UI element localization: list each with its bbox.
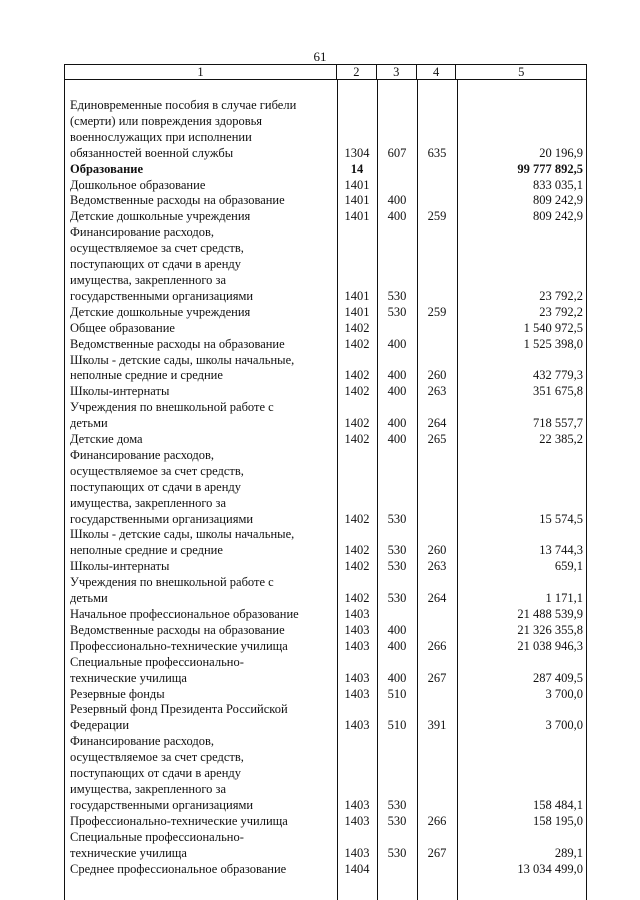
row-amount-cell: 13 744,3 (539, 543, 583, 558)
row-section-code-cell: 1401 (344, 209, 370, 224)
row-amount-cell: 3 700,0 (545, 718, 583, 733)
table-row (64, 337, 587, 353)
table-row (64, 702, 587, 734)
row-name-cell: Школы-интернаты (70, 384, 170, 399)
page-number: 61 (313, 49, 327, 64)
row-amount-cell: 1 525 398,0 (523, 336, 583, 351)
row-amount-cell: 15 574,5 (539, 511, 583, 526)
column-header-row (64, 64, 587, 80)
row-target-code-cell: 530 (387, 288, 407, 303)
row-expense-code-cell: 267 (427, 845, 447, 860)
table-row (64, 687, 587, 703)
row-name-cell: Дошкольное образование (70, 177, 206, 192)
row-name-cell: Школы - детские сады, школы начальные, неполные средние и средние (70, 527, 295, 558)
row-section-code-cell: 1403 (344, 670, 370, 685)
row-section-code-cell: 1401 (344, 193, 370, 208)
row-amount-cell: 289,1 (554, 845, 583, 860)
row-amount-cell: 833 035,1 (533, 177, 583, 192)
table-row (64, 527, 587, 559)
row-target-code-cell: 400 (387, 336, 407, 351)
table-row (64, 305, 587, 321)
row-amount-cell: 23 792,2 (539, 304, 583, 319)
row-target-code-cell: 530 (387, 304, 407, 319)
row-amount-cell: 659,1 (554, 559, 583, 574)
table-row (64, 655, 587, 687)
column-header-1: 1 (65, 65, 337, 79)
table-row (64, 400, 587, 432)
row-section-code-cell: 1403 (344, 686, 370, 701)
row-amount-cell: 158 195,0 (533, 813, 583, 828)
row-amount-cell: 21 488 539,9 (517, 607, 583, 621)
row-target-code-cell: 530 (387, 591, 407, 606)
table-row (64, 225, 587, 305)
column-header-4: 4 (417, 65, 457, 79)
table-row (64, 162, 587, 178)
row-target-code-cell: 530 (387, 511, 407, 526)
row-section-code-cell: 1402 (344, 416, 370, 431)
row-target-code-cell: 400 (387, 670, 407, 685)
table-row (64, 862, 587, 878)
row-name-cell: Резервные фонды (70, 686, 165, 701)
row-name-cell: Финансирование расходов, осуществляемое за счет средств, поступающих от сдачи в аренду имущества, закрепленного за государственными организациями (70, 225, 254, 303)
table-row (64, 623, 587, 639)
row-section-code-cell: 1402 (344, 336, 370, 351)
row-section-code-cell: 1403 (344, 638, 370, 653)
row-section-code-cell: 1403 (344, 718, 370, 733)
row-target-code-cell: 400 (387, 193, 407, 208)
table-row (64, 607, 587, 623)
row-name-cell: Финансирование расходов, осуществляемое за счет средств, поступающих от сдачи в аренду имущества, закрепленного за государственными организациями (70, 734, 254, 812)
row-amount-cell: 21 326 355,8 (517, 622, 583, 637)
row-target-code-cell: 510 (387, 718, 407, 733)
row-target-code-cell: 530 (387, 797, 407, 812)
table-row (64, 559, 587, 575)
row-section-code-cell: 1402 (344, 559, 370, 574)
row-section-code-cell: 1402 (344, 384, 370, 399)
row-target-code-cell: 400 (387, 432, 407, 447)
table-row (64, 734, 587, 814)
row-expense-code-cell: 264 (427, 591, 447, 606)
row-name-cell: Финансирование расходов, осуществляемое за счет средств, поступающих от сдачи в аренду имущества, закрепленного за государственными организациями (70, 447, 254, 526)
row-section-code-cell: 1402 (344, 368, 370, 383)
row-target-code-cell: 530 (387, 845, 407, 860)
row-amount-cell: 287 409,5 (533, 670, 583, 685)
table-row (64, 178, 587, 194)
column-header-2: 2 (337, 65, 377, 79)
row-target-code-cell: 530 (387, 543, 407, 558)
row-name-cell: Ведомственные расходы на образование (70, 336, 285, 351)
table-row (64, 353, 587, 385)
row-amount-cell: 23 792,2 (539, 288, 583, 303)
row-section-code-cell: 1403 (344, 797, 370, 812)
row-name-cell: Учреждения по внешкольной работе с детьми (70, 575, 274, 606)
row-section-code-cell: 1401 (344, 288, 370, 303)
row-section-code-cell: 1304 (344, 145, 370, 160)
row-target-code-cell: 400 (387, 638, 407, 653)
row-target-code-cell: 530 (387, 813, 407, 828)
budget-table (64, 98, 587, 877)
row-name-cell: Начальное профессиональное образование (70, 607, 299, 621)
row-expense-code-cell: 266 (427, 638, 447, 653)
row-section-code-cell: 1402 (344, 511, 370, 526)
table-row (64, 432, 587, 448)
row-section-code-cell: 1403 (344, 607, 370, 621)
row-expense-code-cell: 391 (427, 718, 447, 733)
row-name-cell: Учреждения по внешкольной работе с детьми (70, 400, 274, 431)
row-amount-cell: 21 038 946,3 (517, 638, 583, 653)
row-name-cell: Ведомственные расходы на образование (70, 622, 285, 637)
row-target-code-cell: 400 (387, 416, 407, 431)
row-section-code-cell: 14 (350, 161, 364, 176)
row-name-cell: Школы - детские сады, школы начальные, неполные средние и средние (70, 352, 295, 383)
row-amount-cell: 3 700,0 (545, 686, 583, 701)
row-expense-code-cell: 259 (427, 304, 447, 319)
row-amount-cell: 809 242,9 (533, 209, 583, 224)
row-target-code-cell: 530 (387, 559, 407, 574)
table-row (64, 575, 587, 607)
row-name-cell: Детские дошкольные учреждения (70, 304, 251, 319)
row-amount-cell: 809 242,9 (533, 193, 583, 208)
row-amount-cell: 20 196,9 (539, 145, 583, 160)
row-section-code-cell: 1401 (344, 177, 370, 192)
row-name-cell: Специальные профессионально- технические училища (70, 829, 244, 860)
row-name-cell: Единовременные пособия в случае гибели (смерти) или повреждения здоровья военнослужащих при исполнении обязанностей военной службы (70, 98, 297, 160)
table-row (64, 193, 587, 209)
row-amount-cell: 22 385,2 (539, 432, 583, 447)
table-row (64, 830, 587, 862)
row-name-cell: Детские дошкольные учреждения (70, 209, 251, 224)
row-expense-code-cell: 260 (427, 368, 447, 383)
row-target-code-cell: 400 (387, 622, 407, 637)
row-name-cell: Общее образование (70, 320, 175, 335)
row-amount-cell: 158 484,1 (533, 797, 583, 812)
row-expense-code-cell: 264 (427, 416, 447, 431)
table-row (64, 448, 587, 528)
row-target-code-cell: 607 (387, 145, 407, 160)
row-name-cell: Детские дома (70, 432, 143, 447)
row-amount-cell: 718 557,7 (533, 416, 583, 431)
row-section-code-cell: 1403 (344, 622, 370, 637)
table-row (64, 814, 587, 830)
row-expense-code-cell: 263 (427, 384, 447, 399)
row-expense-code-cell: 260 (427, 543, 447, 558)
row-section-code-cell: 1402 (344, 543, 370, 558)
table-row (64, 384, 587, 400)
row-name-cell: Образование (70, 161, 144, 176)
column-header-3: 3 (377, 65, 417, 79)
row-name-cell: Среднее профессиональное образование (70, 861, 287, 876)
row-target-code-cell: 400 (387, 384, 407, 399)
row-expense-code-cell: 265 (427, 432, 447, 447)
row-section-code-cell: 1402 (344, 591, 370, 606)
row-amount-cell: 432 779,3 (533, 368, 583, 383)
row-expense-code-cell: 635 (427, 145, 447, 160)
row-name-cell: Резервный фонд Президента Российской Федерации (70, 702, 288, 733)
row-name-cell: Специальные профессионально- технические училища (70, 654, 244, 685)
row-target-code-cell: 510 (387, 686, 407, 701)
row-amount-cell: 1 540 972,5 (523, 320, 583, 335)
row-section-code-cell: 1402 (344, 320, 370, 335)
row-amount-cell: 13 034 499,0 (517, 861, 583, 876)
row-name-cell: Профессионально-технические училища (70, 813, 288, 828)
table-row (64, 639, 587, 655)
row-expense-code-cell: 266 (427, 813, 447, 828)
row-target-code-cell: 400 (387, 368, 407, 383)
row-amount-cell: 1 171,1 (545, 591, 583, 606)
row-amount-cell: 99 777 892,5 (517, 161, 583, 176)
table-row (64, 98, 587, 162)
row-section-code-cell: 1403 (344, 813, 370, 828)
table-row (64, 209, 587, 225)
row-section-code-cell: 1401 (344, 304, 370, 319)
row-amount-cell: 351 675,8 (533, 384, 583, 399)
row-expense-code-cell: 267 (427, 670, 447, 685)
row-name-cell: Профессионально-технические училища (70, 638, 288, 653)
row-name-cell: Ведомственные расходы на образование (70, 193, 285, 208)
table-row (64, 321, 587, 337)
row-expense-code-cell: 259 (427, 209, 447, 224)
row-section-code-cell: 1404 (344, 861, 370, 876)
column-header-5: 5 (518, 65, 525, 79)
row-section-code-cell: 1403 (344, 845, 370, 860)
row-expense-code-cell: 263 (427, 559, 447, 574)
row-section-code-cell: 1402 (344, 432, 370, 447)
row-name-cell: Школы-интернаты (70, 559, 170, 574)
row-target-code-cell: 400 (387, 209, 407, 224)
